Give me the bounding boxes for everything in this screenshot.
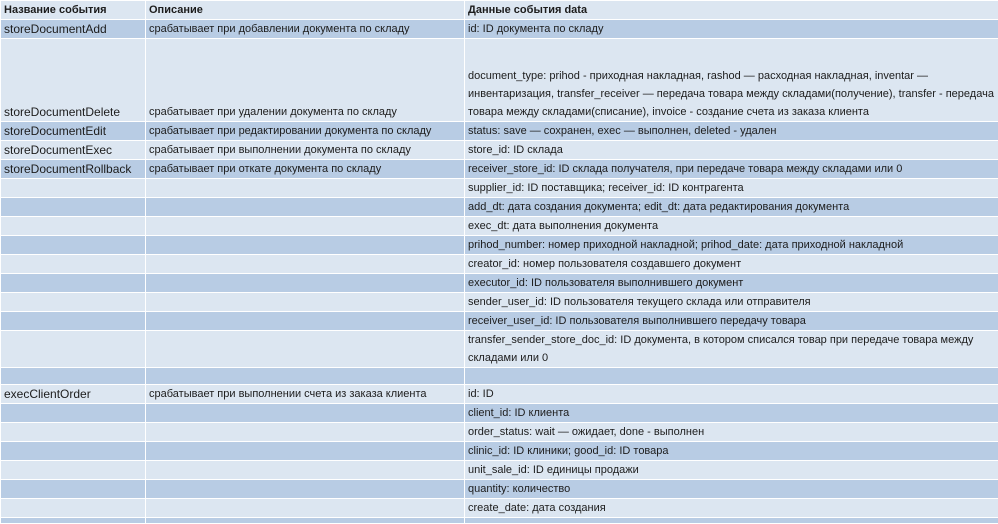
empty-cell[interactable] (465, 518, 998, 524)
description-cell[interactable]: срабатывает при добавлении документа по складу (146, 20, 465, 39)
event-data-cell[interactable]: receiver_user_id: ID пользователя выполнившего передачу товара (465, 312, 998, 331)
description-cell[interactable] (146, 499, 465, 518)
event-name-cell[interactable] (1, 312, 146, 331)
table-row (1, 160, 998, 179)
table-row (1, 39, 998, 122)
table-row (1, 274, 998, 293)
table-row (1, 198, 998, 217)
event-name-cell[interactable]: storeDocumentDelete (1, 39, 146, 122)
table-row (1, 518, 998, 524)
table-row (1, 368, 998, 385)
empty-cell[interactable] (1, 518, 146, 524)
event-data-cell[interactable]: receiver_store_id: ID склада получателя, при передаче товара между складами или 0 (465, 160, 998, 179)
event-name-cell[interactable] (1, 331, 146, 368)
event-name-cell[interactable]: storeDocumentEdit (1, 122, 146, 141)
empty-cell[interactable] (146, 518, 465, 524)
description-cell[interactable] (146, 461, 465, 480)
description-cell[interactable] (146, 442, 465, 461)
table-row (1, 423, 998, 442)
event-data-cell[interactable]: transfer_sender_store_doc_id: ID документа, в котором списался товар при передаче товара между складами или 0 (465, 331, 998, 368)
description-cell[interactable] (146, 423, 465, 442)
event-data-cell[interactable]: id: ID (465, 385, 998, 404)
table-row (1, 122, 998, 141)
event-data-cell[interactable]: executor_id: ID пользователя выполнившего документ (465, 274, 998, 293)
table-row (1, 20, 998, 39)
event-name-cell[interactable] (1, 423, 146, 442)
table-row (1, 179, 998, 198)
description-cell[interactable] (146, 404, 465, 423)
description-cell[interactable] (146, 198, 465, 217)
table-row (1, 480, 998, 499)
event-data-cell[interactable] (465, 368, 998, 385)
event-name-cell[interactable]: storeDocumentAdd (1, 20, 146, 39)
table-row (1, 217, 998, 236)
table-row (1, 293, 998, 312)
event-data-cell[interactable]: id: ID документа по складу (465, 20, 998, 39)
description-cell[interactable] (146, 236, 465, 255)
table-row (1, 331, 998, 368)
event-name-cell[interactable] (1, 368, 146, 385)
event-name-cell[interactable] (1, 480, 146, 499)
event-name-cell[interactable] (1, 499, 146, 518)
event-name-cell[interactable] (1, 293, 146, 312)
description-cell[interactable]: срабатывает при выполнении документа по складу (146, 141, 465, 160)
description-cell[interactable]: срабатывает при выполнении счета из заказа клиента (146, 385, 465, 404)
event-name-cell[interactable] (1, 198, 146, 217)
event-name-cell[interactable]: storeDocumentExec (1, 141, 146, 160)
event-data-cell[interactable]: status: save — сохранен, exec — выполнен, deleted - удален (465, 122, 998, 141)
event-name-cell[interactable]: storeDocumentRollback (1, 160, 146, 179)
description-cell[interactable]: срабатывает при редактировании документа по складу (146, 122, 465, 141)
description-cell[interactable] (146, 331, 465, 368)
table-row (1, 385, 998, 404)
event-data-cell[interactable]: clinic_id: ID клиники; good_id: ID товара (465, 442, 998, 461)
table-row (1, 141, 998, 160)
event-data-cell[interactable]: order_status: wait — ожидает, done - выполнен (465, 423, 998, 442)
event-name-cell[interactable] (1, 442, 146, 461)
event-name-cell[interactable] (1, 255, 146, 274)
header-row (1, 1, 998, 20)
event-data-cell[interactable]: add_dt: дата создания документа; edit_dt: дата редактирования документа (465, 198, 998, 217)
event-data-cell[interactable]: supplier_id: ID поставщика; receiver_id: ID контрагента (465, 179, 998, 198)
description-cell[interactable] (146, 179, 465, 198)
event-name-cell[interactable] (1, 217, 146, 236)
description-cell[interactable]: срабатывает при откате документа по складу (146, 160, 465, 179)
event-data-cell[interactable]: store_id: ID склада (465, 141, 998, 160)
description-cell[interactable] (146, 368, 465, 385)
event-data-cell[interactable]: prihod_number: номер приходной накладной; prihod_date: дата приходной накладной (465, 236, 998, 255)
table-row (1, 499, 998, 518)
table-row (1, 442, 998, 461)
event-data-cell[interactable]: unit_sale_id: ID единицы продажи (465, 461, 998, 480)
table-row (1, 255, 998, 274)
event-data-cell[interactable]: document_type: prihod - приходная накладная, rashod — расходная накладная, inventar — инвентаризация, transfer_receiver — передача товара между складами(получение), transfer - передача товара между складами(списание), invoice - создание счета из заказа клиента (465, 39, 998, 122)
event-data-cell[interactable]: create_date: дата создания (465, 499, 998, 518)
header-event-name[interactable]: Название события (1, 1, 146, 20)
description-cell[interactable] (146, 312, 465, 331)
table-row (1, 236, 998, 255)
description-cell[interactable] (146, 274, 465, 293)
table-row (1, 312, 998, 331)
event-data-cell[interactable]: creator_id: номер пользователя создавшего документ (465, 255, 998, 274)
description-cell[interactable] (146, 255, 465, 274)
event-name-cell[interactable] (1, 404, 146, 423)
event-data-cell[interactable]: sender_user_id: ID пользователя текущего склада или отправителя (465, 293, 998, 312)
event-name-cell[interactable] (1, 461, 146, 480)
header-event-data[interactable]: Данные события data (465, 1, 998, 20)
event-name-cell[interactable] (1, 179, 146, 198)
header-description[interactable]: Описание (146, 1, 465, 20)
event-name-cell[interactable]: execClientOrder (1, 385, 146, 404)
description-cell[interactable] (146, 217, 465, 236)
description-cell[interactable] (146, 480, 465, 499)
event-data-cell[interactable]: exec_dt: дата выполнения документа (465, 217, 998, 236)
description-cell[interactable]: срабатывает при удалении документа по складу (146, 39, 465, 122)
description-cell[interactable] (146, 293, 465, 312)
event-data-cell[interactable]: quantity: количество (465, 480, 998, 499)
event-name-cell[interactable] (1, 274, 146, 293)
table-row (1, 404, 998, 423)
event-name-cell[interactable] (1, 236, 146, 255)
table-row (1, 461, 998, 480)
event-data-cell[interactable]: client_id: ID клиента (465, 404, 998, 423)
